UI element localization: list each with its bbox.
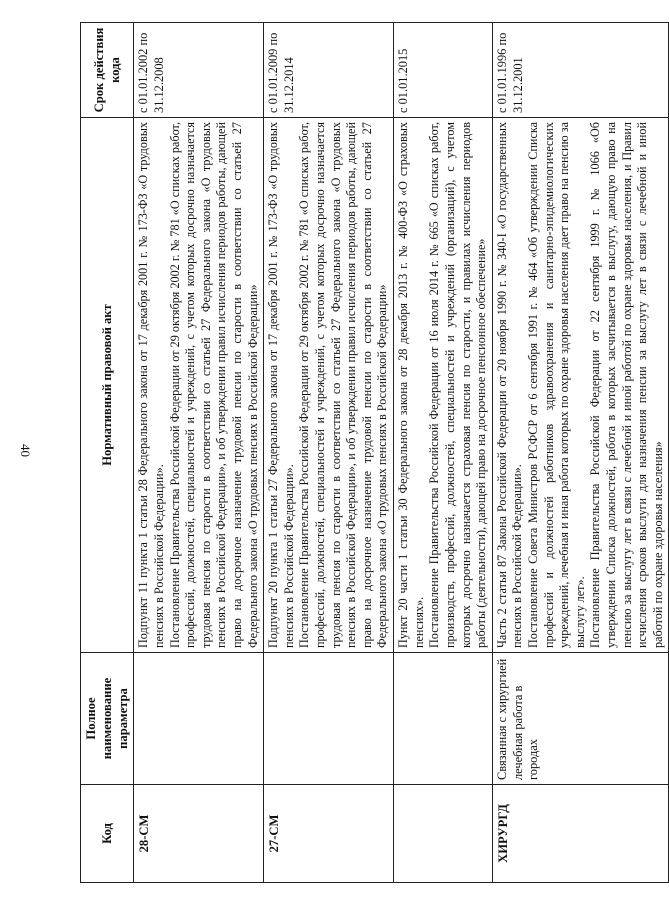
row-code: ХИРУРГД [492, 785, 669, 883]
row-acts [134, 118, 264, 653]
row-validity: с 01.01.1996 по 31.12.2001 [492, 23, 669, 118]
row-name [264, 653, 394, 785]
row-name: Связанная с хирургией лечебная работа в городах [492, 653, 669, 785]
table-row [394, 23, 493, 883]
act-paragraph: Постановление Правительства Российской Федерации от 22 сентября 1999 г. № 1066 «Об утверждении Списка должностей, работа в которых засчитывается в выслугу, дающую право на пенсию за выслугу лет в связи с лечебной и иной работой по охране здоровья населения, и Правил исчисления сроков выслуги для назначения пенсии за выслугу лет в связи с лечебной и иной работой по охране здоровья населения» [588, 122, 665, 648]
header-validity: Срок действия кода [81, 23, 134, 118]
codes-table [80, 22, 669, 883]
act-paragraph: Постановление Правительства Российской Федерации от 29 октября 2002 г. № 781 «О списках работ, профессий, должностей, специальностей и учреждений, с учетом которых досрочно назначается трудовая пенсия по старости в соответствии со статьей 27 Федерального закона «О трудовых пенсиях в Российской Федерации», и об утверждении правил исчисления периодов работы, дающей право на досрочное назначение трудовой пенсии по старости в соответствии со статьей 27 Федерального закона «О трудовых пенсиях в Российской Федерации» [167, 122, 260, 648]
row-validity: с 01.01.2002 по 31.12.2008 [134, 23, 264, 118]
row-acts [492, 118, 669, 653]
act-paragraph: Подпункт 20 пункта 1 статьи 27 Федерального закона от 17 декабря 2001 г. № 173-ФЗ «О трудовых пенсиях в Российской Федерации». [266, 122, 296, 648]
act-paragraph: Часть 2 статьи 87 Закона Российской Федерации от 20 ноября 1990 г. № 340-I «О государственных пенсиях в Российской Федерации». [494, 122, 525, 648]
row-validity: с 01.01.2015 [394, 23, 493, 118]
act-paragraph: Постановление Правительства Российской Федерации от 16 июля 2014 г. № 665 «О списках работ, производств, профессий, должностей, специальностей и учреждений (организаций), с учетом которых досрочно назначается страховая пенсия по старости, и правилах исчисления периодов работы (деятельности), дающей право на досрочное пенсионное обеспечение» [427, 122, 489, 648]
row-validity: с 01.01.2009 по 31.12.2014 [264, 23, 394, 118]
header-name: Полное наименование параметра [81, 653, 134, 785]
act-paragraph: Пункт 20 части 1 статьи 30 Федерального закона от 28 декабря 2013 г. № 400-ФЗ «О страховых пенсиях». [396, 122, 426, 648]
act-paragraph: Постановление Совета Министров РСФСР от 6 сентября 1991 г. № 464 «Об утверждении Списка профессий и должностей работников здравоохранения и санитарно-эпидемиологических учреждений, лечебная и иная работа которых по охране здоровья населения дает право на пенсию за выслугу лет». [525, 122, 587, 648]
act-paragraph: Постановление Правительства Российской Федерации от 29 октября 2002 г. № 781 «О списках работ, профессий, должностей, специальностей и учреждений, с учетом которых досрочно назначается трудовая пенсия по старости в соответствии со статьей 27 Федерального закона «О трудовых пенсиях в Российской Федерации», и об утверждении правил исчисления периодов работы, дающей право на досрочное назначение трудовой пенсии по старости в соответствии со статьей 27 Федерального закона «О трудовых пенсиях в Российской Федерации» [297, 122, 390, 648]
row-code: 28-СМ [134, 785, 264, 883]
row-code: 27-СМ [264, 785, 394, 883]
row-name [394, 653, 493, 785]
header-acts: Нормативный правовой акт [81, 118, 134, 653]
table-row [492, 23, 669, 883]
row-name [134, 653, 264, 785]
row-acts [264, 118, 394, 653]
table-row [134, 23, 264, 883]
page-number: 40 [18, 444, 33, 457]
row-acts [394, 118, 493, 653]
table-header-row [81, 23, 134, 883]
row-code [394, 785, 493, 883]
rotated-table-container [80, 23, 665, 883]
header-code: Код [81, 785, 134, 883]
act-paragraph: Подпункт 11 пункта 1 статьи 28 Федерального закона от 17 декабря 2001 г. № 173-ФЗ «О трудовых пенсиях в Российской Федерации». [136, 122, 166, 648]
table-row [264, 23, 394, 883]
